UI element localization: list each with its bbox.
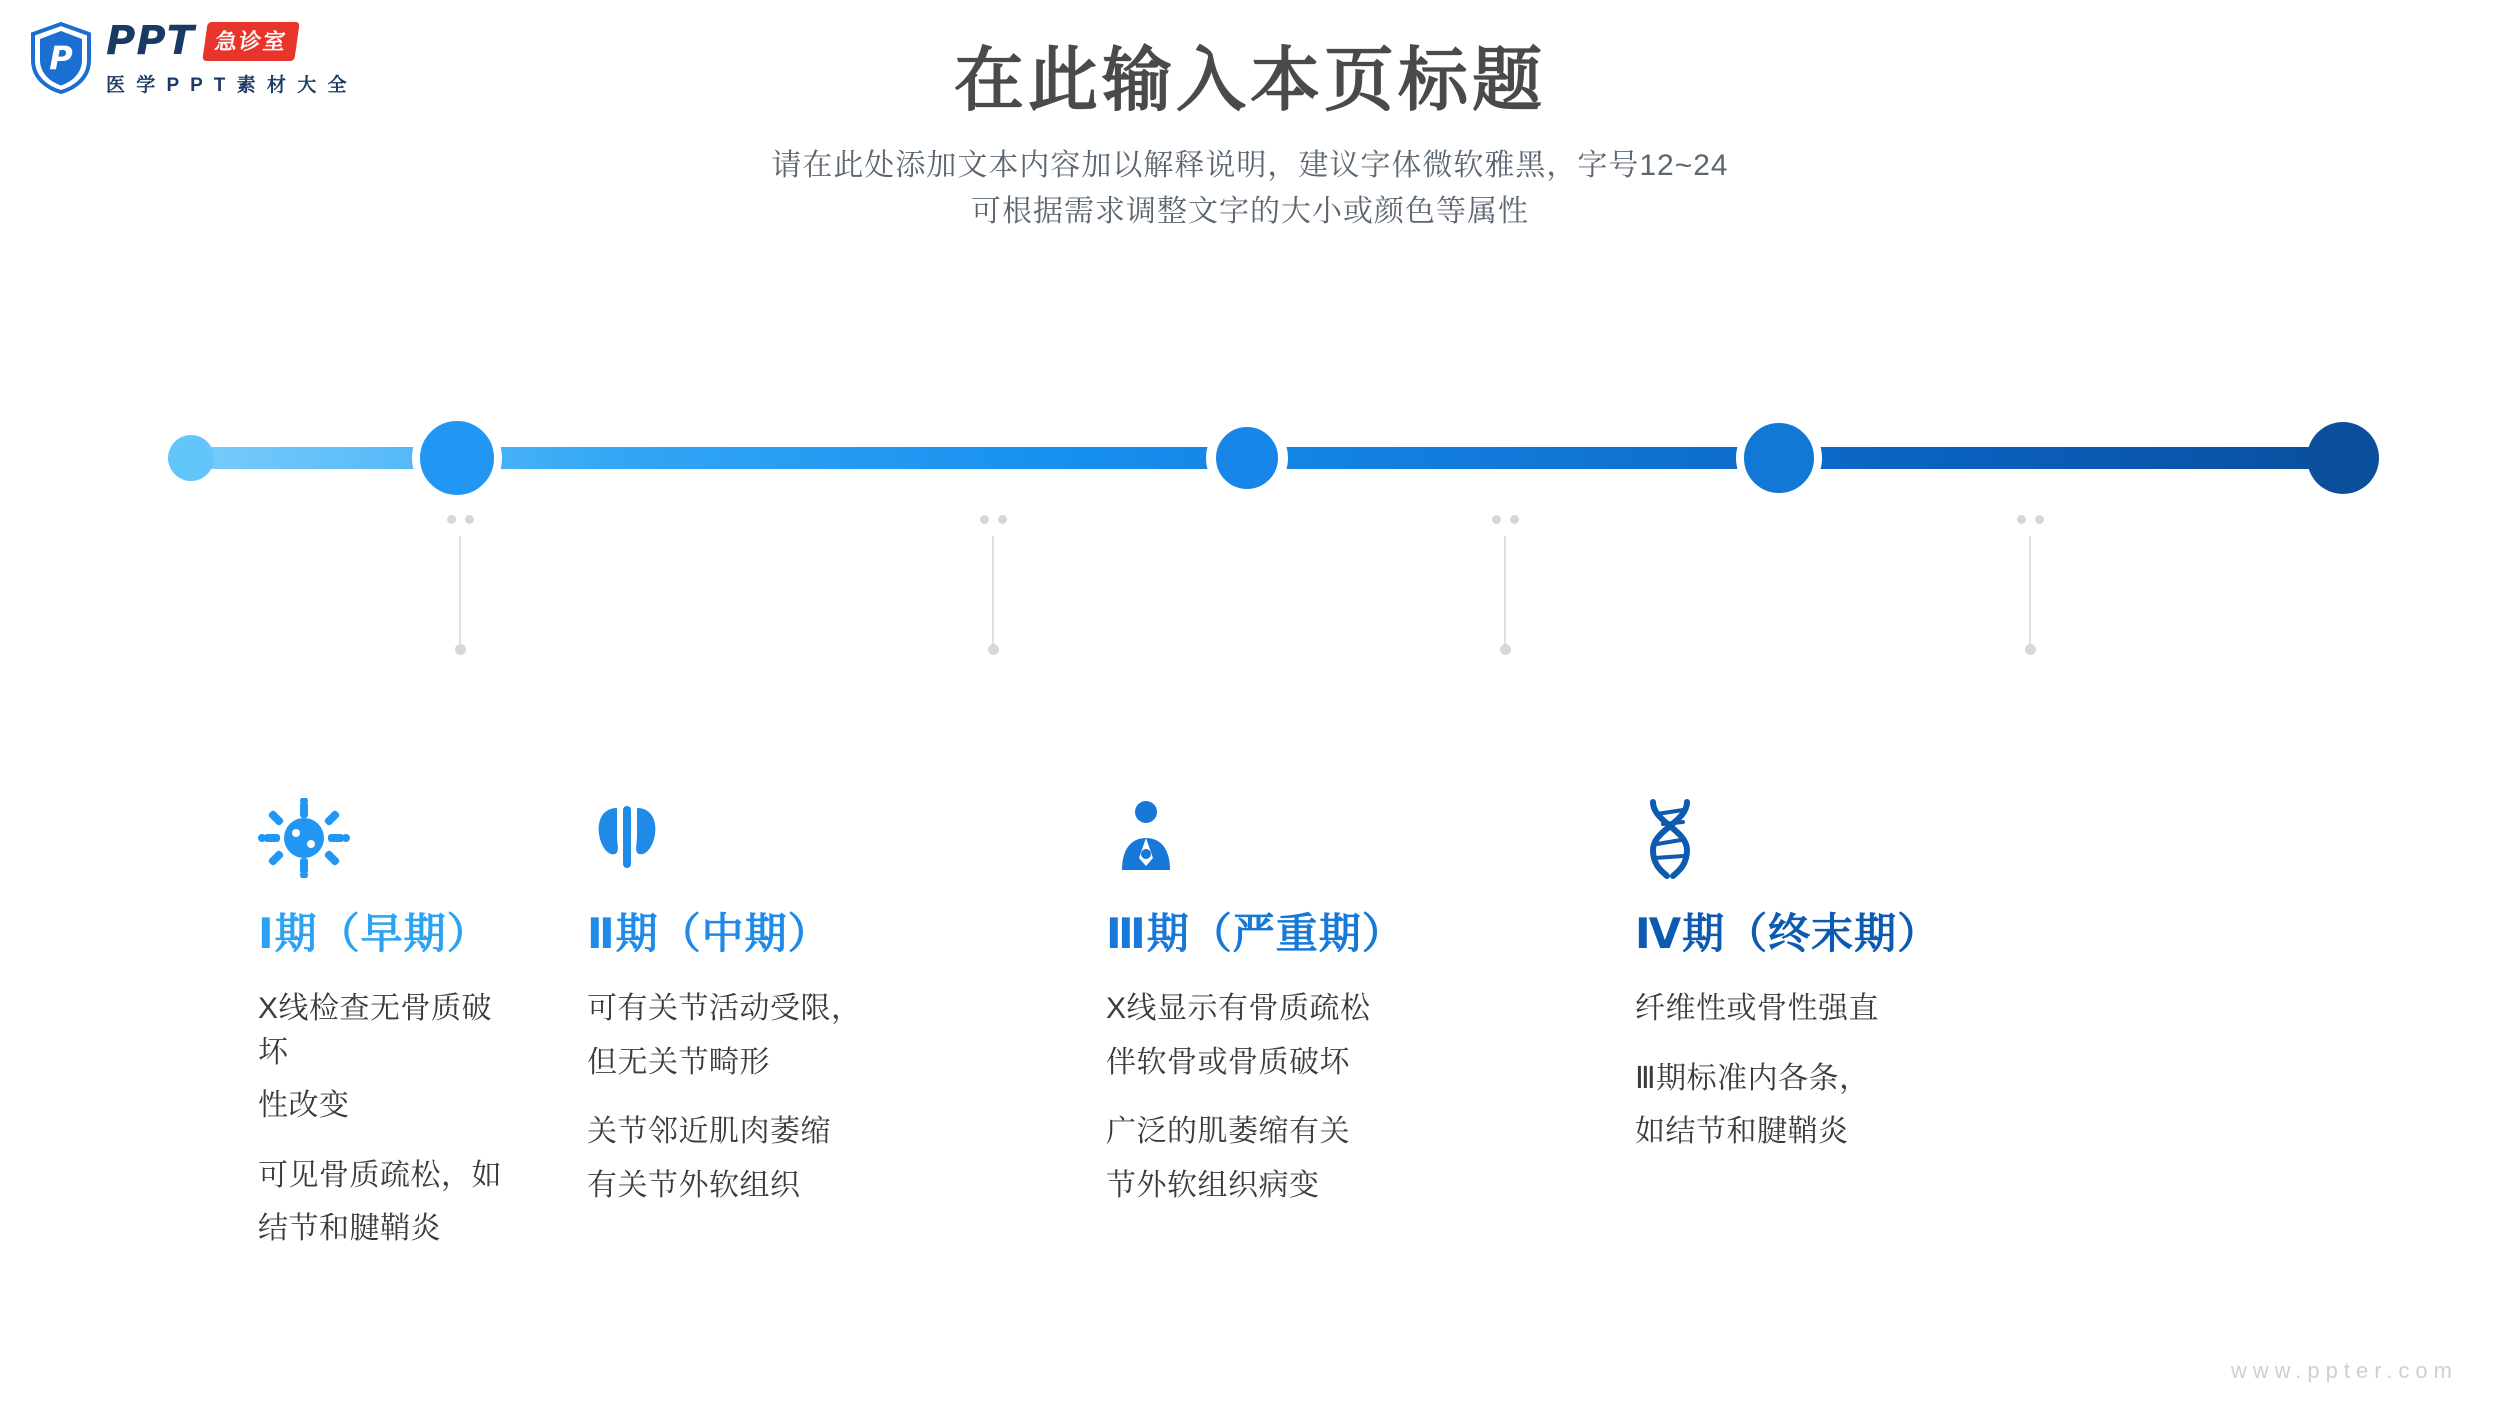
connector-stage-2: [963, 515, 1023, 655]
stage-column-4: [1605, 790, 2140, 1261]
connector-line: [459, 536, 461, 644]
logo-tagline: 医 学 P P T 素 材 大 全: [106, 75, 350, 96]
stage-1-text-b1: 可见骨质疏松，如: [258, 1158, 502, 1192]
stage-title-1: Ⅰ期（早期）: [258, 910, 490, 957]
timeline-stage-2-node[interactable]: [1206, 417, 1288, 499]
stage-body-4: [1635, 987, 2120, 1154]
svg-text:P: P: [49, 38, 73, 77]
stage-3-text-b1: 广泛的肌萎缩有关: [1106, 1115, 1350, 1148]
stage-columns: [0, 790, 2500, 1261]
logo-badge: 急诊室: [202, 22, 299, 61]
timeline-stage-1-node[interactable]: [412, 413, 502, 503]
logo-brand-text: PPT: [106, 18, 195, 64]
connector-dots: [1475, 515, 1535, 524]
stage-3-text-a1: X线显示有骨质疏松: [1106, 992, 1371, 1025]
connector-line: [992, 536, 994, 644]
stage-column-1: [0, 790, 535, 1261]
connector-end-dot: [455, 644, 466, 655]
watermark: www.ppter.com: [2230, 1358, 2458, 1383]
connector-end-dot: [2025, 644, 2036, 655]
connector-stage-4: [2000, 515, 2060, 655]
stage-2-text-b1: 关节邻近肌肉萎缩: [587, 1115, 831, 1148]
stage-title-4: Ⅳ期（终末期）: [1635, 910, 1941, 957]
connector-stage-1: [430, 515, 490, 655]
connector-dots: [963, 515, 1023, 524]
virus-icon: [258, 790, 515, 885]
stage-1-text-b2: 结节和腱鞘炎: [258, 1212, 441, 1245]
connector-line: [2029, 536, 2031, 644]
stage-body-3: [1106, 987, 1585, 1207]
stage-3-text-a2: 伴软骨或骨质破坏: [1106, 1045, 1350, 1079]
connector-end-dot: [988, 644, 999, 655]
stage-title-3: Ⅲ期（严重期）: [1106, 910, 1405, 957]
stage-3-text-b2: 节外软组织病变: [1106, 1168, 1320, 1202]
connector-end-dot: [1500, 644, 1511, 655]
stage-column-2: [535, 790, 1070, 1261]
connector-line: [1504, 536, 1506, 644]
doctor-icon: [1106, 790, 1585, 885]
stage-2-text-a1: 可有关节活动受限，: [587, 992, 862, 1025]
stage-title-2: Ⅱ期（中期）: [587, 910, 831, 957]
stage-2-text-b2: 有关节外软组织: [587, 1168, 801, 1202]
dna-icon: [1635, 790, 2120, 885]
stage-body-1: [258, 987, 515, 1251]
timeline-stage-3-node[interactable]: [1736, 415, 1822, 501]
stage-2-text-a2: 但无关节畸形: [587, 1045, 770, 1079]
stage-4-text-a1: 纤维性或骨性强直: [1635, 992, 1879, 1025]
stage-4-text-b1: Ⅲ期标准内各条，: [1635, 1061, 1870, 1095]
stage-body-2: [587, 987, 1050, 1207]
connector-stage-3: [1475, 515, 1535, 655]
stage-column-3: [1070, 790, 1605, 1261]
page-title: 在此输入本页标题: [954, 41, 1546, 119]
timeline-end-node: [2307, 422, 2379, 494]
timeline-start-node: [168, 435, 214, 481]
page-subtitle-line-1: 请在此处添加文本内容加以解释说明，建议字体微软雅黑，字号12~24: [771, 148, 1729, 182]
connector-dots: [2000, 515, 2060, 524]
page-subtitle-line-2: 可根据需求调整文字的大小或颜色等属性: [971, 195, 1529, 228]
page-header: [0, 40, 2500, 236]
stage-1-text-a1: X线检查无骨质破坏: [258, 992, 493, 1069]
stage-1-text-a2: 性改变: [258, 1089, 350, 1122]
connector-dots: [430, 515, 490, 524]
kidneys-icon: [587, 790, 1050, 885]
page-subtitle: [0, 143, 2500, 236]
stage-4-text-b2: 如结节和腱鞘炎: [1635, 1115, 1849, 1148]
